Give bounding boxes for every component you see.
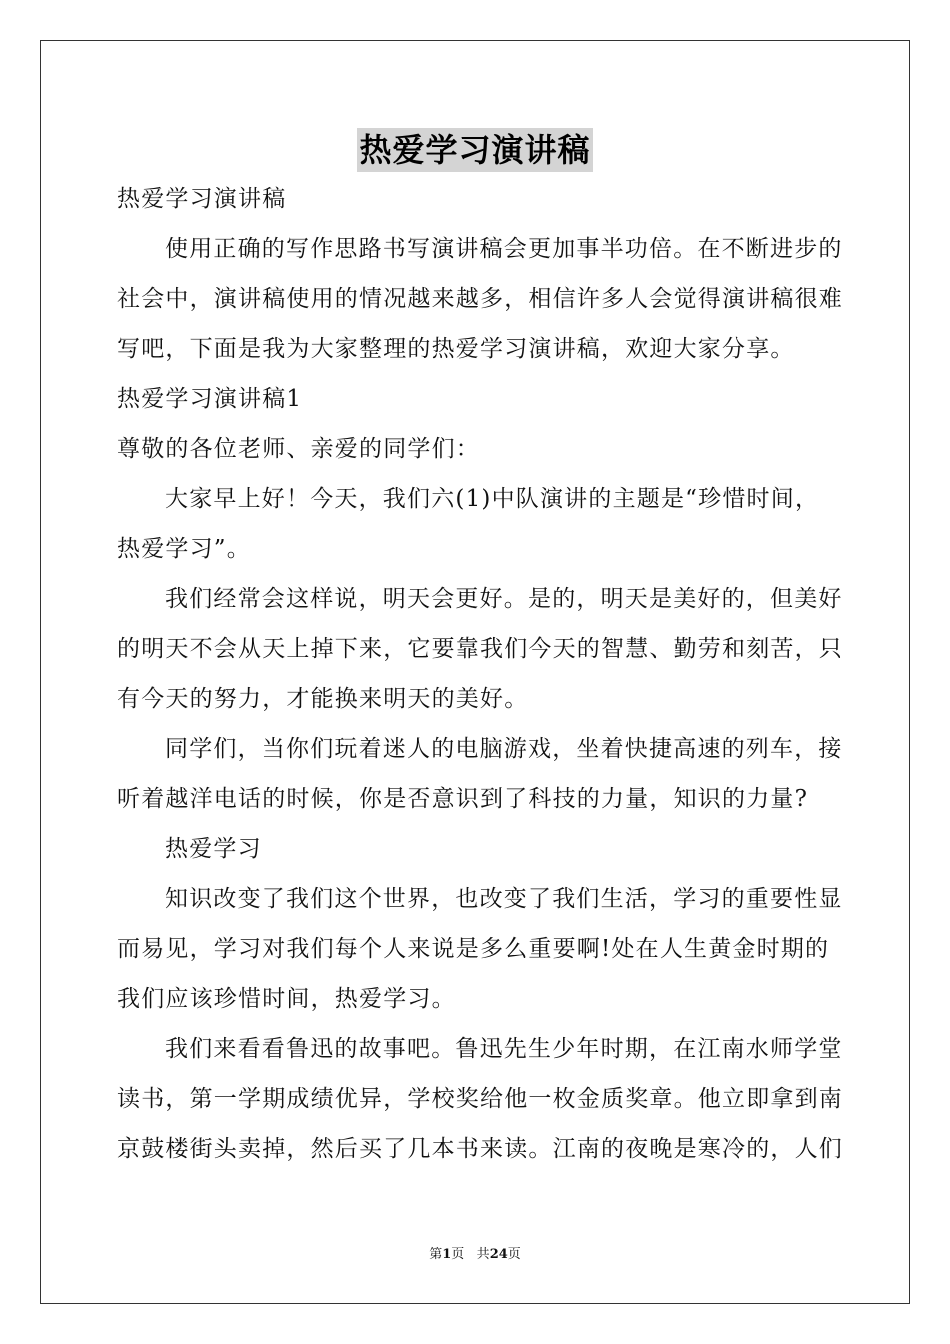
paragraph-line: 我们来看看鲁迅的故事吧。鲁迅先生少年时期，在江南水师学堂 — [165, 1036, 843, 1062]
paragraph-line: 我们经常会这样说，明天会更好。是的，明天是美好的，但美好 — [165, 586, 843, 612]
paragraph-line: 写吧，下面是我为大家整理的热爱学习演讲稿，欢迎大家分享。 — [117, 336, 795, 362]
section-heading: 热爱学习演讲稿1 — [117, 386, 303, 412]
paragraph-line: 知识改变了我们这个世界，也改变了我们生活，学习的重要性显 — [165, 886, 843, 912]
paragraph-line: 读书，第一学期成绩优异，学校奖给他一枚金质奖章。他立即拿到南 — [117, 1086, 843, 1112]
document-body — [117, 174, 843, 1174]
paragraph-line: 使用正确的写作思路书写演讲稿会更加事半功倍。在不断进步的 — [165, 236, 843, 262]
footer-total-suffix: 页 — [507, 1247, 521, 1262]
paragraph-line: 的明天不会从天上掉下来，它要靠我们今天的智慧、勤劳和刻苦，只 — [117, 636, 843, 662]
paragraph-line: 而易见，学习对我们每个人来说是多么重要啊!处在人生黄金时期的 — [117, 936, 830, 962]
document-title: 热爱学习演讲稿 — [357, 128, 592, 172]
subtitle-line: 热爱学习演讲稿 — [117, 186, 287, 212]
paragraph-line: 京鼓楼街头卖掉，然后买了几本书来读。江南的夜晚是寒冷的，人们 — [117, 1136, 843, 1162]
footer-page-suffix: 页 — [451, 1247, 465, 1262]
paragraph-line: 我们应该珍惜时间，热爱学习。 — [117, 986, 456, 1012]
footer-prefix: 第 — [429, 1247, 443, 1262]
footer-page-number: 1 — [442, 1247, 452, 1262]
page-footer — [0, 1246, 950, 1264]
paragraph-line: 听着越洋电话的时候，你是否意识到了科技的力量，知识的力量? — [117, 786, 809, 812]
paragraph-line: 同学们，当你们玩着迷人的电脑游戏，坐着快捷高速的列车，接 — [165, 736, 843, 762]
salutation-line: 尊敬的各位老师、亲爱的同学们： — [117, 436, 480, 462]
subheading-line: 热爱学习 — [165, 836, 262, 862]
paragraph-line: 热爱学习”。 — [117, 536, 251, 562]
footer-total-pages: 24 — [489, 1247, 508, 1262]
paragraph-line: 有今天的努力，才能换来明天的美好。 — [117, 686, 529, 712]
footer-total-prefix: 共 — [476, 1247, 490, 1262]
paragraph-line: 大家早上好！今天，我们六(1)中队演讲的主题是“珍惜时间， — [165, 486, 820, 512]
title-container — [0, 128, 950, 172]
paragraph-line: 社会中，演讲稿使用的情况越来越多，相信许多人会觉得演讲稿很难 — [117, 286, 843, 312]
